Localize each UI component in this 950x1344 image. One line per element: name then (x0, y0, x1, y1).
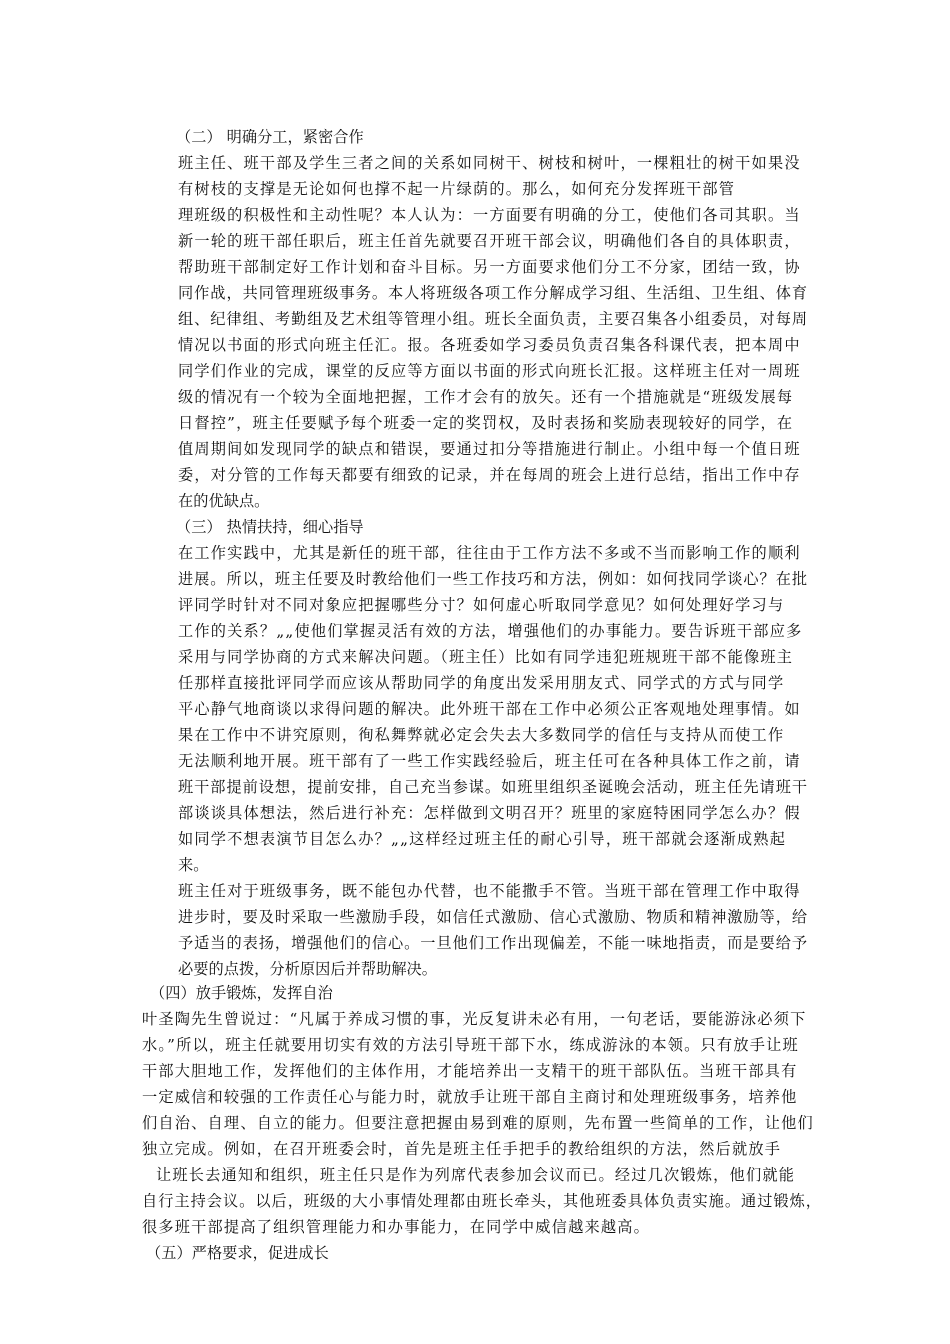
text-line: 水。”所以，班主任就要用切实有效的方法引导班干部下水，练成游泳的本领。只有放手让班 (142, 1036, 799, 1054)
text-line: 委，对分管的工作每天都要有细致的记录，并在每周的班会上进行总结，指出工作中存 (178, 466, 801, 484)
text-line: 干部大胆地工作，发挥他们的主体作用，才能培养出一支精干的班干部队伍。当班干部具有 (142, 1062, 798, 1080)
text-line: 理班级的积极性和主动性呢？本人认为：一方面要有明确的分工，使他们各司其职。当 (178, 206, 801, 224)
text-line: 班主任对于班级事务，既不能包办代替，也不能撒手不管。当班干部在管理工作中取得 (178, 882, 801, 900)
text-line: 来。 (178, 856, 209, 874)
text-line: 日督控”，班主任要赋予每个班委一定的奖罚权，及时表扬和奖励表现较好的同学，在 (178, 414, 794, 432)
text-line: 们自治、自理、自立的能力。但要注意把握由易到难的原则，先布置一些简单的工作，让他们 (142, 1114, 814, 1132)
text-line: 同作战，共同管理班级事务。本人将班级各项工作分解成学习组、生活组、卫生组、体育 (178, 284, 808, 302)
text-line: 让班长去通知和组织，班主任只是作为列席代表参加会议而已。经过几次锻炼，他们就能 (156, 1166, 796, 1184)
text-line: 一定威信和较强的工作责任心与能力时，就放手让班干部自主商讨和处理班级事务，培养他 (142, 1088, 798, 1106)
text-line: 如同学不想表演节目怎么办？„„这样经过班主任的耐心引导，班干部就会逐渐成熟起 (178, 830, 787, 848)
text-line: 很多班干部提高了组织管理能力和办事能力，在同学中威信越来越高。 (142, 1218, 651, 1236)
text-line: 级的情况有一个较为全面地把握，工作才会有的放矢。还有一个措施就是“班级发展每 (178, 388, 794, 406)
text-line: 情况以书面的形式向班主任汇。报。各班委如学习委员负责召集各科课代表，把本周中 (178, 336, 801, 354)
text-line: 平心静气地商谈以求得问题的解决。此外班干部在工作中必须公正客观地处理事情。如 (178, 700, 801, 718)
text-line: 无法顺利地开展。班干部有了一些工作实践经验后，班主任可在各种具体工作之前，请 (178, 752, 801, 770)
text-line: 必要的点拨，分析原因后并帮助解决。 (178, 960, 438, 978)
text-line: 自行主持会议。以后，班级的大小事情处理都由班长牵头，其他班委具体负责实施。通过锻炼， (142, 1192, 822, 1210)
text-line: 组、纪律组、考勤组及艺术组等管理小组。班长全面负责，主要召集各小组委员，对每周 (178, 310, 808, 328)
text-line: 有树枝的支撑是无论如何也撑不起一片绿荫的。那么，如何充分发挥班干部管 (178, 180, 736, 198)
text-line: 进展。所以，班主任要及时教给他们一些工作技巧和方法，例如：如何找同学谈心？在批 (178, 570, 808, 588)
text-line: 值周期间如发现同学的缺点和错误，要通过扣分等措施进行制止。小组中每一个值日班 (178, 440, 801, 458)
text-line: 班主任、班干部及学生三者之间的关系如同树干、树枝和树叶，一棵粗壮的树干如果没 (178, 154, 801, 172)
text-line: 工作的关系？„„使他们掌握灵活有效的方法，增强他们的办事能力。要告诉班干部应多 (178, 622, 803, 640)
text-line: 帮助班干部制定好工作计划和奋斗目标。另一方面要求他们分工不分家，团结一致，协 (178, 258, 801, 276)
text-line: 叶圣陶先生曾说过：“凡属于养成习惯的事，光反复讲未必有用，一句老话，要能游泳必须下 (142, 1010, 807, 1028)
text-line: 采用与同学协商的方式来解决问题。（班主任）比如有同学违犯班规班干部不能像班主 (178, 648, 794, 666)
text-line: 同学们作业的完成，课堂的反应等方面以书面的形式向班长汇报。这样班主任对一周班 (178, 362, 801, 380)
text-line: 在的优缺点。 (178, 492, 270, 510)
text-line: 在工作实践中，尤其是新任的班干部，往往由于工作方法不多或不当而影响工作的顺利 (178, 544, 801, 562)
text-line: 评同学时针对不同对象应把握哪些分寸？如何虚心听取同学意见？如何处理好学习与 (178, 596, 785, 614)
text-line: 予适当的表扬，增强他们的信心。一旦他们工作出现偏差，不能一味地指责，而是要给予 (178, 934, 808, 952)
section-heading-2: （二） 明确分工，紧密合作 (176, 128, 364, 146)
section-heading-5: （五）严格要求，促进成长 (146, 1244, 329, 1262)
text-line: 果在工作中不讲究原则，徇私舞弊就必定会失去大多数同学的信任与支持从而使工作 (178, 726, 785, 744)
text-line: 独立完成。例如，在召开班委会时，首先是班主任手把手的教给组织的方法，然后就放手 (142, 1140, 782, 1158)
text-line: 班干部提前设想，提前安排，自己充当参谋。如班里组织圣诞晚会活动，班主任先请班干 (178, 778, 808, 796)
text-line: 新一轮的班干部任职后，班主任首先就要召开班干部会议，明确他们各自的具体职责， (178, 232, 801, 250)
text-line: 任那样直接批评同学而应该从帮助同学的角度出发采用朋友式、同学式的方式与同学 (178, 674, 785, 692)
text-line: 部谈谈具体想法，然后进行补充：怎样做到文明召开？班里的家庭特困同学怎么办？假 (178, 804, 801, 822)
section-heading-4: （四）放手锻炼，发挥自治 (150, 984, 333, 1002)
text-line: 进步时，要及时采取一些激励手段，如信任式激励、信心式激励、物质和精神激励等，给 (178, 908, 808, 926)
section-heading-3: （三） 热情扶持，细心指导 (176, 518, 364, 536)
